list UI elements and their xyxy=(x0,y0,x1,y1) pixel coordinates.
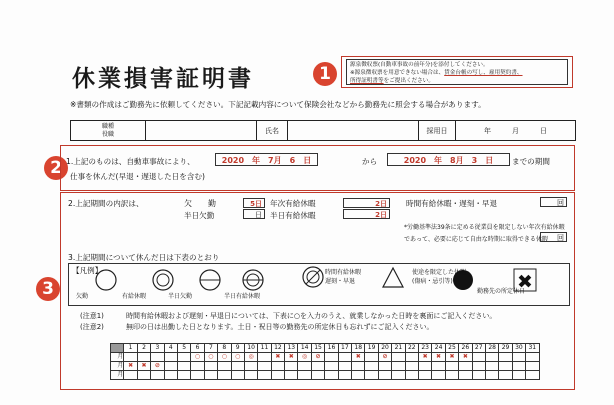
calendar-cell xyxy=(472,362,485,371)
calendar-cell: ✖ xyxy=(137,362,150,371)
calendar-cell xyxy=(526,353,539,362)
calendar-cell xyxy=(325,353,338,362)
calendar-day-header: 16 xyxy=(325,344,338,353)
calendar-cell xyxy=(432,362,445,371)
calendar-day-header: 19 xyxy=(365,344,378,353)
section1-box xyxy=(60,145,575,191)
calendar-cell: ○ xyxy=(191,353,204,362)
note1-line2a: ※源泉徴収票を用意できない場合は、 xyxy=(350,70,445,76)
note-b: 無印の日は出勤した日となります。土日・祝日等の勤務先の所定休日も忘れずにご記入ください。 xyxy=(126,323,434,331)
calendar-day-header: 24 xyxy=(432,344,445,353)
calendar-cell: ○ xyxy=(204,353,217,362)
calendar-cell: ✖ xyxy=(432,353,445,362)
cross-symbol-icon: ✖ xyxy=(517,271,533,293)
calendar-cell xyxy=(472,371,485,380)
calendar-day-header: 15 xyxy=(311,344,324,353)
absence-label: 欠 勤 xyxy=(184,199,216,208)
calendar-cell xyxy=(177,362,190,371)
calendar-cell xyxy=(285,371,298,380)
note-a-label: (注意1) xyxy=(80,312,104,320)
calendar-month-label: 月 xyxy=(111,353,124,362)
calendar-cell xyxy=(151,353,164,362)
calendar-cell xyxy=(445,371,458,380)
calendar-day-header: 5 xyxy=(177,344,190,353)
from-date-box xyxy=(215,153,318,166)
section1-label: 1.上記のものは、自動車事故により、 xyxy=(66,157,195,166)
calendar-cell xyxy=(164,353,177,362)
calendar-day-header: 10 xyxy=(244,344,257,353)
calendar-cell xyxy=(298,371,311,380)
calendar-cell xyxy=(352,371,365,380)
calendar-day-header: 26 xyxy=(459,344,472,353)
calendar-cell xyxy=(338,362,351,371)
absence-value: 5日 xyxy=(250,200,262,208)
calendar-day-header: 12 xyxy=(271,344,284,353)
calendar-cell xyxy=(485,362,498,371)
calendar-cell xyxy=(151,371,164,380)
section2-label: 2.上記期間の内訳は、 xyxy=(68,199,144,208)
calendar-cell xyxy=(432,371,445,380)
calendar-cell xyxy=(459,362,472,371)
legend-company-holiday: 勤務先の所定休日 xyxy=(477,288,526,295)
calendar-day-header: 6 xyxy=(191,344,204,353)
calendar-cell xyxy=(271,371,284,380)
calendar-cell xyxy=(231,371,244,380)
calendar-cell xyxy=(271,362,284,371)
calendar-cell xyxy=(392,371,405,380)
calendar-cell xyxy=(392,353,405,362)
calendar-day-header: 31 xyxy=(526,344,539,353)
section3-label: 3.上記期間について休んだ日は下表のとおり xyxy=(68,253,220,262)
marker-3: 3 xyxy=(36,277,60,301)
calendar-cell xyxy=(164,362,177,371)
calendar-cell xyxy=(191,371,204,380)
calendar-day-header: 9 xyxy=(231,344,244,353)
hire-date-label: 採用日 xyxy=(419,121,456,141)
calendar-cell: ○ xyxy=(218,353,231,362)
calendar-cell xyxy=(311,362,324,371)
calendar-cell: ◎ xyxy=(298,353,311,362)
calendar-cell xyxy=(218,371,231,380)
note-b-label: (注意2) xyxy=(80,323,104,331)
limited-leave-symbol-icon xyxy=(383,268,403,287)
calendar-cell xyxy=(405,362,418,371)
marker-1: 1 xyxy=(313,62,337,86)
calendar-cell xyxy=(485,371,498,380)
calendar-day-header: 18 xyxy=(352,344,365,353)
calendar-cell: ✖ xyxy=(459,353,472,362)
calendar-cell xyxy=(137,353,150,362)
calendar-cell: ⊘ xyxy=(311,353,324,362)
note1-line3: 所得証明書等 xyxy=(350,78,384,84)
calendar-day-header: 17 xyxy=(338,344,351,353)
half-paid-label: 半日有給休暇 xyxy=(270,211,316,220)
calendar-cell xyxy=(499,362,512,371)
from-to-separator: から xyxy=(362,157,378,166)
legend-half-absence: 半日欠勤 xyxy=(168,293,193,300)
half-absence-value-box xyxy=(243,209,265,219)
calendar-day-header: 21 xyxy=(392,344,405,353)
calendar-cell: ✖ xyxy=(352,353,365,362)
to-date-box xyxy=(387,153,510,166)
calendar-cell: ✖ xyxy=(271,353,284,362)
calendar-day-header: 30 xyxy=(512,344,525,353)
calendar-cell: ⊘ xyxy=(151,362,164,371)
calendar-cell xyxy=(485,353,498,362)
calendar-day-header: 13 xyxy=(285,344,298,353)
half-paid-value: 2日 xyxy=(375,211,387,219)
calendar-cell xyxy=(338,371,351,380)
calendar-cell xyxy=(526,362,539,371)
to-date: 2020 年 8月 3 日 xyxy=(403,156,494,165)
calendar-cell xyxy=(218,362,231,371)
calendar-cell xyxy=(164,371,177,380)
calendar-cell: ○ xyxy=(231,353,244,362)
marker-2: 2 xyxy=(44,156,68,180)
calendar-cell xyxy=(244,371,257,380)
calendar-cell: ◎ xyxy=(244,353,257,362)
hourly-value: 回 xyxy=(557,199,564,207)
page-title: 休業損害証明書 xyxy=(72,66,254,92)
calendar-cell xyxy=(338,353,351,362)
calendar-cell xyxy=(298,362,311,371)
half-absence-value: 日 xyxy=(255,211,262,219)
calendar-cell xyxy=(526,371,539,380)
name-label: 氏名 xyxy=(257,121,288,141)
hire-day-label: 日 xyxy=(540,126,547,135)
calendar-cell xyxy=(191,362,204,371)
hourly-value-box xyxy=(540,197,567,207)
other-value-box xyxy=(540,232,567,242)
calendar-cell: ✖ xyxy=(445,353,458,362)
note1-box xyxy=(341,56,573,88)
calendar-day-header: 27 xyxy=(472,344,485,353)
calendar-day-header: 23 xyxy=(418,344,431,353)
calendar-cell: ✖ xyxy=(124,362,137,371)
calendar-cell xyxy=(365,353,378,362)
calendar-cell xyxy=(311,371,324,380)
calendar-day-header: 8 xyxy=(218,344,231,353)
calendar-table xyxy=(110,343,540,380)
calendar-cell xyxy=(325,371,338,380)
calendar-day-header: 25 xyxy=(445,344,458,353)
calendar-cell xyxy=(365,371,378,380)
absence-symbol-icon xyxy=(96,270,116,290)
half-absence-label: 半日欠勤 xyxy=(184,211,215,220)
calendar-cell: ✖ xyxy=(285,353,298,362)
calendar-day-header: 1 xyxy=(124,344,137,353)
note-a: 時間有給休暇および遅刻・早退日については、下表に○を入力のうえ、就業しなかった日時を裏面にご記入ください。 xyxy=(126,312,497,320)
calendar-cell: ⊘ xyxy=(378,353,391,362)
paid-leave-label: 年次有給休暇 xyxy=(270,199,316,208)
calendar-cell xyxy=(472,353,485,362)
calendar-cell xyxy=(378,362,391,371)
position-label: 職種 役職 xyxy=(71,121,146,141)
calendar-day-header: 28 xyxy=(485,344,498,353)
name-value xyxy=(288,121,419,141)
calendar-cell xyxy=(258,353,271,362)
calendar-cell xyxy=(405,353,418,362)
calendar-cell xyxy=(499,371,512,380)
paid-leave-symbol-icon xyxy=(153,270,173,290)
legend-limited: 使途を限定した休暇 (傷病・忌引等) xyxy=(412,269,467,285)
from-date: 2020 年 7月 6 日 xyxy=(221,156,312,165)
calendar-cell xyxy=(512,362,525,371)
legend-title: 【凡例】 xyxy=(72,266,103,275)
calendar-day-header: 4 xyxy=(164,344,177,353)
intro-text: ※書類の作成はご勤務先に依頼してください。下記記載内容について保険会社などから勤務先に照会する場合があります。 xyxy=(70,100,486,109)
calendar-cell xyxy=(258,371,271,380)
calendar-cell xyxy=(459,371,472,380)
hire-date-value xyxy=(456,121,576,141)
calendar-cell xyxy=(445,362,458,371)
calendar-cell xyxy=(258,362,271,371)
until-label: までの期間 xyxy=(512,157,550,166)
hourly-label: 時間有給休暇・遅刻・早退 xyxy=(406,199,498,208)
calendar-cell xyxy=(124,353,137,362)
legend-half-paid: 半日有給休暇 xyxy=(224,293,261,300)
calendar-cell xyxy=(378,371,391,380)
calendar-cell xyxy=(325,362,338,371)
labor-note-line1: *労働基準法39条に定める従業員を限定しない年次有給休暇 xyxy=(404,224,565,231)
calendar-day-header: 11 xyxy=(258,344,271,353)
absence-value-box xyxy=(243,198,265,208)
calendar-cell xyxy=(405,371,418,380)
calendar-cell xyxy=(231,362,244,371)
calendar-cell xyxy=(177,371,190,380)
other-value: 回 xyxy=(557,234,564,242)
hire-month-label: 月 xyxy=(512,126,519,135)
calendar-day-header: 3 xyxy=(151,344,164,353)
calendar-day-header: 2 xyxy=(137,344,150,353)
calendar-cell xyxy=(204,362,217,371)
calendar-cell xyxy=(244,362,257,371)
legend-hourly: 時間有給休暇 遅刻・早退 xyxy=(325,269,362,285)
calendar-cell xyxy=(512,371,525,380)
calendar-cell xyxy=(365,362,378,371)
calendar-month-label: 月 xyxy=(111,362,124,371)
calendar-cell xyxy=(124,371,137,380)
calendar-cell xyxy=(137,371,150,380)
half-paid-value-box xyxy=(343,209,390,219)
note1-line1: 源泉徴収票(自動車事故の前年分)を添付してください。 xyxy=(350,62,489,68)
calendar-month-label: 月 xyxy=(111,371,124,380)
paid-leave-value-box xyxy=(343,198,390,208)
hire-year-label: 年 xyxy=(484,126,491,135)
calendar-cell xyxy=(352,362,365,371)
legend-absence: 欠勤 xyxy=(76,293,89,300)
calendar-cell xyxy=(392,362,405,371)
note1-line2b: 賃金台帳の写し、雇用契約書、 xyxy=(444,70,523,76)
calendar-cell xyxy=(204,371,217,380)
section1-line2: 仕事を休んだ(早退・遅退した日を含む) xyxy=(70,172,206,181)
note1-line3b: をご提出ください。 xyxy=(383,78,434,84)
calendar-cell xyxy=(499,353,512,362)
calendar-cell xyxy=(512,353,525,362)
calendar-cell xyxy=(177,353,190,362)
calendar-day-header: 14 xyxy=(298,344,311,353)
position-value xyxy=(146,121,257,141)
calendar-day-header: 7 xyxy=(204,344,217,353)
calendar-corner xyxy=(111,344,124,353)
legend-paid: 有給休暇 xyxy=(122,293,147,300)
calendar-day-header: 22 xyxy=(405,344,418,353)
calendar-cell xyxy=(418,362,431,371)
employee-header-table xyxy=(70,120,576,141)
calendar-cell xyxy=(418,371,431,380)
labor-note-line2: であって、必要に応じて自由な時期に取得できる休暇 xyxy=(404,236,548,243)
calendar-cell: ✖ xyxy=(418,353,431,362)
calendar-day-header: 20 xyxy=(378,344,391,353)
calendar-day-header: 29 xyxy=(499,344,512,353)
calendar-cell xyxy=(285,362,298,371)
paid-leave-value: 2日 xyxy=(375,200,387,208)
